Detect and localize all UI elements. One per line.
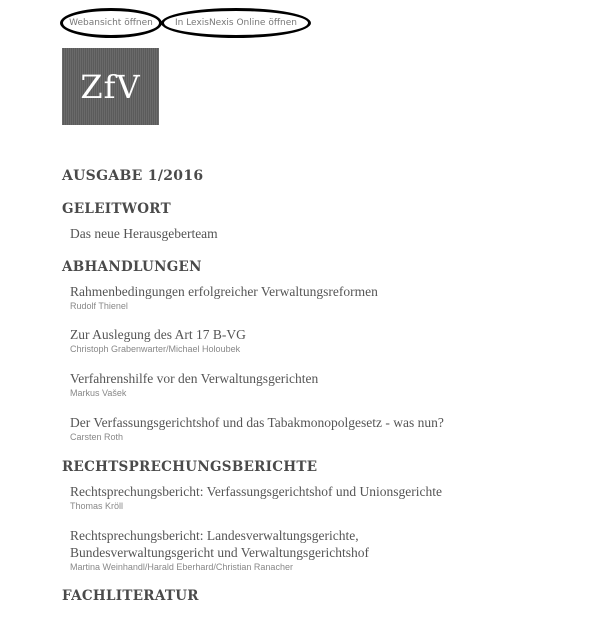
article-author: Markus Vašek (70, 388, 127, 398)
article-item[interactable] (70, 414, 444, 443)
section-heading-fachliteratur: FACHLITERATUR (62, 588, 199, 604)
logo-text: ZfV (80, 67, 141, 106)
open-web-view-button[interactable]: Webansicht öffnen (60, 8, 162, 38)
article-title[interactable]: Rechtsprechungsbericht: Landesverwaltungsgerichte, Bundesverwaltungsgericht und Verwaltungsgerichtshof (70, 528, 369, 560)
open-in-lexisnexis-button[interactable]: In LexisNexis Online öffnen (161, 8, 311, 38)
article-title[interactable]: Zur Auslegung des Art 17 B-VG (70, 327, 246, 342)
issue-title: AUSGABE 1/2016 (62, 168, 204, 184)
article-author: Martina Weinhandl/Harald Eberhard/Christian Ranacher (70, 562, 293, 572)
article-title[interactable]: Der Verfassungsgerichtshof und das Tabakmonopolgesetz - was nun? (70, 415, 444, 430)
article-author: Christoph Grabenwarter/Michael Holoubek (70, 344, 241, 354)
article-title[interactable]: Rechtsprechungsbericht: Verfassungsgerichtshof und Unionsgerichte (70, 484, 443, 499)
article-author: Rudolf Thienel (70, 301, 128, 311)
section-heading-rechtsprechungsberichte: RECHTSPRECHUNGSBERICHTE (62, 459, 318, 475)
article-title[interactable]: Das neue Herausgeberteam (70, 226, 218, 241)
article-item[interactable] (70, 326, 246, 355)
section-heading-geleitwort: GELEITWORT (62, 201, 171, 217)
article-item[interactable] (70, 283, 378, 312)
article-author: Carsten Roth (70, 432, 124, 442)
article-item[interactable] (70, 527, 430, 573)
article-author: Thomas Kröll (70, 501, 124, 511)
article-item[interactable] (70, 225, 218, 242)
article-title[interactable]: Verfahrenshilfe vor den Verwaltungsgerichten (70, 371, 319, 386)
journal-logo (62, 48, 159, 125)
article-item[interactable] (70, 370, 318, 399)
top-links (60, 8, 320, 42)
article-item[interactable] (70, 483, 442, 512)
article-title[interactable]: Rahmenbedingungen erfolgreicher Verwaltungsreformen (70, 284, 378, 299)
section-heading-abhandlungen: ABHANDLUNGEN (62, 259, 202, 275)
